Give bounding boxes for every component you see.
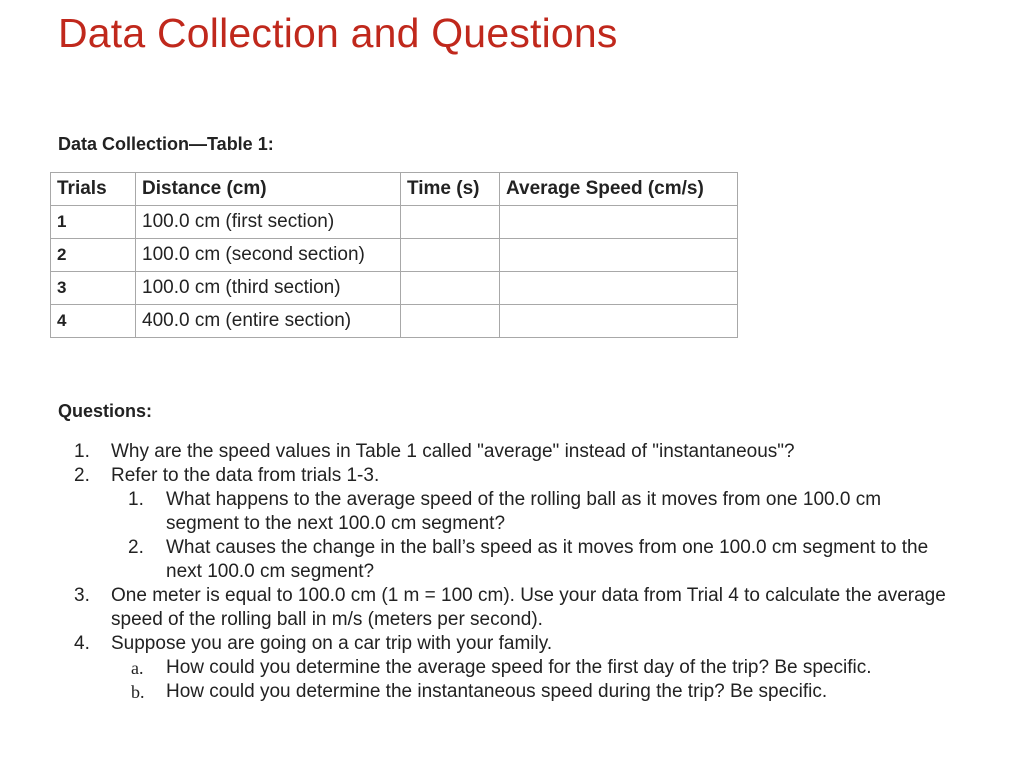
header-trials: Trials: [51, 173, 136, 206]
question-text: Why are the speed values in Table 1 called "average" instead of "instantaneous"?: [111, 441, 795, 462]
speed-cell[interactable]: [500, 206, 738, 239]
speed-cell[interactable]: [500, 239, 738, 272]
trial-cell: 3: [51, 272, 136, 305]
header-time: Time (s): [401, 173, 500, 206]
sub-question-text: What causes the change in the ball’s speed as it moves from one 100.0 cm segment to the next 100.0 cm segment?: [166, 537, 929, 582]
sub-question-text: How could you determine the instantaneous speed during the trip? Be specific.: [166, 681, 828, 702]
sub-question-letter: b.: [131, 682, 145, 702]
question-item: [58, 584, 958, 632]
sub-question-item: [58, 488, 958, 536]
question-item: [58, 464, 958, 488]
time-cell[interactable]: [401, 206, 500, 239]
table-row: [51, 239, 738, 272]
header-distance: Distance (cm): [136, 173, 401, 206]
header-average-speed: Average Speed (cm/s): [500, 173, 738, 206]
sub-question-text: What happens to the average speed of the rolling ball as it moves from one 100.0 cm segment to the next 100.0 cm segment?: [166, 489, 882, 534]
table-row: [51, 305, 738, 338]
sub-question-letter: a.: [131, 658, 144, 678]
speed-cell[interactable]: [500, 305, 738, 338]
question-number: 1.: [74, 441, 90, 462]
table-header-row: [51, 173, 738, 206]
question-item: [58, 440, 958, 464]
question-item: [58, 632, 958, 656]
trial-cell: 2: [51, 239, 136, 272]
table-row: [51, 272, 738, 305]
question-number: 4.: [74, 633, 90, 654]
page-title: Data Collection and Questions: [58, 10, 618, 56]
distance-cell: 100.0 cm (third section): [136, 272, 401, 305]
trial-cell: 1: [51, 206, 136, 239]
questions-list: [58, 440, 958, 704]
sub-question-number: 2.: [128, 537, 144, 558]
questions-heading: Questions:: [58, 401, 153, 421]
trial-cell: 4: [51, 305, 136, 338]
sub-question-item: [58, 656, 958, 680]
sub-question-item: [58, 680, 958, 704]
sub-question-number: 1.: [128, 489, 144, 510]
sub-question-item: [58, 536, 958, 584]
distance-cell: 100.0 cm (first section): [136, 206, 401, 239]
time-cell[interactable]: [401, 305, 500, 338]
time-cell[interactable]: [401, 239, 500, 272]
speed-cell[interactable]: [500, 272, 738, 305]
sub-question-text: How could you determine the average speed for the first day of the trip? Be specific.: [166, 657, 872, 678]
distance-cell: 100.0 cm (second section): [136, 239, 401, 272]
table-row: [51, 206, 738, 239]
question-text: Suppose you are going on a car trip with your family.: [111, 633, 553, 654]
distance-cell: 400.0 cm (entire section): [136, 305, 401, 338]
time-cell[interactable]: [401, 272, 500, 305]
table-caption: Data Collection—Table 1:: [58, 134, 274, 154]
question-number: 3.: [74, 585, 90, 606]
question-text: Refer to the data from trials 1-3.: [111, 465, 380, 486]
question-text: One meter is equal to 100.0 cm (1 m = 100 cm). Use your data from Trial 4 to calculate the average speed of the rolling ball in m/s (meters per second).: [111, 585, 946, 630]
question-number: 2.: [74, 465, 90, 486]
data-table: [50, 172, 738, 338]
